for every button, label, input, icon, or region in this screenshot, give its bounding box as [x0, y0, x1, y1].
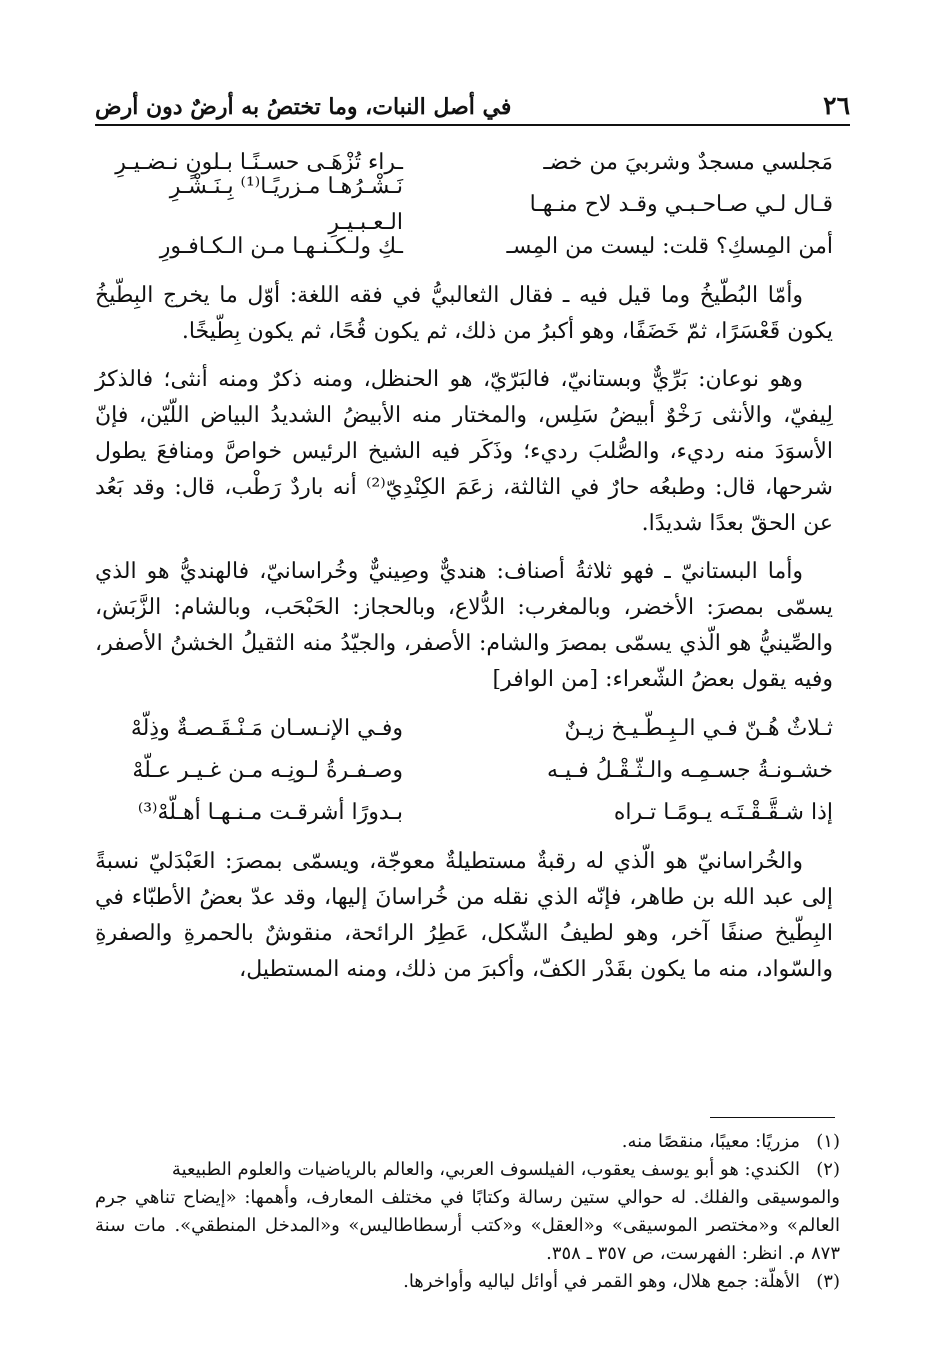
verse-hemistich-second: نَـشْـرُهـا مـزريًـا⁽¹⁾ بِـنَـشْـرِ الـعـبـيـرِ — [169, 174, 403, 235]
chapter-title: في أصل النبات، وما تختصُ به أرضٌ دون أرض — [95, 94, 512, 120]
verse-hemistich-first: قـال لـي صـاحـبـي وقـد لاح منـهـا — [529, 192, 833, 217]
paragraph-wild-watermelon: وهو نوعان: بَرِّيٌّ وبستانيّ، فالبَرّيّ، هو الحنظل، ومنه ذكرٌ ومنه أنثى؛ فالذكرُ لِيفيّ، والأنثى رَخْوٌ أبيضُ سَلِس، والمختار منه الأبيضُ الشديدُ البياض اللّيّن، فإنّ الأسوَدَ منه رديء، والصُّلبَ رديء؛ وذَكَر فيه الشيخ الرئيس خواصَّ ومنافعَ يطول شرحها، قال: وطبعُه حارٌ في الثالثة، زعَمَ الكِنْدِيّ⁽²⁾ أنه باردٌ رَطْب، قال: وقد بَعُد عن الحقّ بعدًا شديدًا. — [95, 367, 833, 536]
footnote — [95, 1156, 840, 1184]
verse-hemistich-first: أمن المِسكِ؟ قلت: ليست من المِسـ — [506, 234, 833, 259]
footnote-continuation: والموسيقى والفلك. له حوالي ستين رسالة وكتابًا في مختلف المعارف، وأهمها: «إيضاح تناهي جرم العالم» و«مختصر الموسيقى» و«العقل» و«كتب أرسطاطاليس» و«المدخل المنطقي». مات سنة ٨٧٣ م. انظر: الفهرست، ص ٣٥٧ ـ ٣٥٨. — [95, 1187, 840, 1264]
verse-hemistich-first: إذا شـقَّـقْـتَـه يـومًـا تـراه — [613, 800, 833, 825]
footnote-text: الأهلّة: جمع هلال، وهو القمر في أوائل لياليه وأواخرها. — [403, 1271, 800, 1292]
page-number: ٢٦ — [823, 91, 850, 120]
verse-hemistich-second: ـراء تُزْهَـى حسـنًـا بـلونٍ نـضـيـرِ — [115, 150, 403, 175]
footnote-number: (١) — [816, 1131, 840, 1152]
verse-hemistich-second: وصـفـرةُ لـونِـه مـن غـيـر عـلّهْ — [132, 758, 403, 783]
paragraph-text: وأما البستانيّ ـ فهو ثلاثةُ أصناف: هنديٌّ وصِينيٌّ وخُراسانيّ، فالهنديُّ هو الذي يسمّى بمصرَ: الأخضر، وبالمغرب: الدُّلاع، وبالحجاز: الحَبْحَب، وبالشام: الزَّبَش، والصِّينيُّ هو الّذي يسمّى بمصرَ والشام: الأصفر، والجيّدُ منه الثقيلُ الخشنُ الأصفر، وفيه يقول بعضُ الشّعراء: — [95, 559, 833, 692]
paragraph-khurasani: والخُراسانيّ هو الّذي له رقبةٌ مستطيلةٌ معوجّة، ويسمّى بمصرَ: العَبْدَليّ نسبةً إلى عبد الله بن طاهر، فإنّه الذي نقله من خُراسانَ إليها، وقد عدّ بعضُ الأطبّاء في البِطّيخ صنفًا آخر، وهو لطيفُ الشّكل، عَطِرُ الرائحة، منقوشٌ بالحمرةِ والصفرةِ والسّواد، منه ما يكون بقَدْر الكفّ، وأكبرَ من ذلك، ومنه المستطيل، — [95, 849, 833, 982]
verse-line — [95, 174, 833, 235]
verse-hemistich-second: وفـي الإنـسـان مَـنْـقَـصـةٌ وذِلّهْ — [130, 716, 403, 741]
verse-hemistich-second: ـكِ ولـكـنـهـا مـن الـكـافـورِ — [159, 234, 403, 259]
footnotes — [95, 1128, 840, 1296]
verse-line — [95, 708, 833, 750]
verse-hemistich-first: ثـلاثٌ هُـنّ فـي الـبِـطّـيـخ زيـنٌ — [564, 716, 833, 741]
paragraph-watermelon-intro: وأمّا البُطّيخُ وما قيل فيه ـ فقال الثعالبيُّ في فقه اللغة: أوّل ما يخرج البِطّيخُ يكون قَعْسَرًا، ثمّ خَضَفًا، وهو أكبرُ من ذلك، ثم يكون قُحًا، ثم يكون بِطّيخًا. — [95, 283, 833, 344]
footnote-number: (٢) — [816, 1159, 840, 1180]
footnote-divider — [710, 1117, 835, 1118]
poem-1 — [95, 142, 833, 268]
verse-line — [95, 792, 833, 834]
verse-line — [95, 226, 833, 268]
main-text — [95, 140, 833, 1000]
running-header — [95, 84, 850, 126]
meter-label: [من الوافر] — [492, 667, 599, 692]
verse-hemistich-second: بـدورًا أشرقـت مـنـهـا أهـلّهْ⁽³⁾ — [137, 800, 403, 825]
footnote — [95, 1128, 840, 1156]
verse-hemistich-first: مَجلسي مسجدٌ وشربيَ من خضـ — [543, 150, 833, 175]
footnote-number: (٣) — [816, 1271, 840, 1292]
paragraph-cultivated-types — [95, 554, 833, 698]
poem-2 — [95, 708, 833, 834]
verse-hemistich-first: خشـونـةُ جسـمِـه والـثّـقْـلُ فـيـه — [546, 758, 833, 783]
footnote-text: مزريًا: معيبًا، منقصًا منه. — [621, 1131, 800, 1152]
footnote-text: الكندي: هو أبو يوسف يعقوب، الفيلسوف العربي، والعالم بالرياضيات والعلوم الطبيعية — [171, 1159, 800, 1180]
footnote — [95, 1268, 840, 1296]
verse-line — [95, 750, 833, 792]
